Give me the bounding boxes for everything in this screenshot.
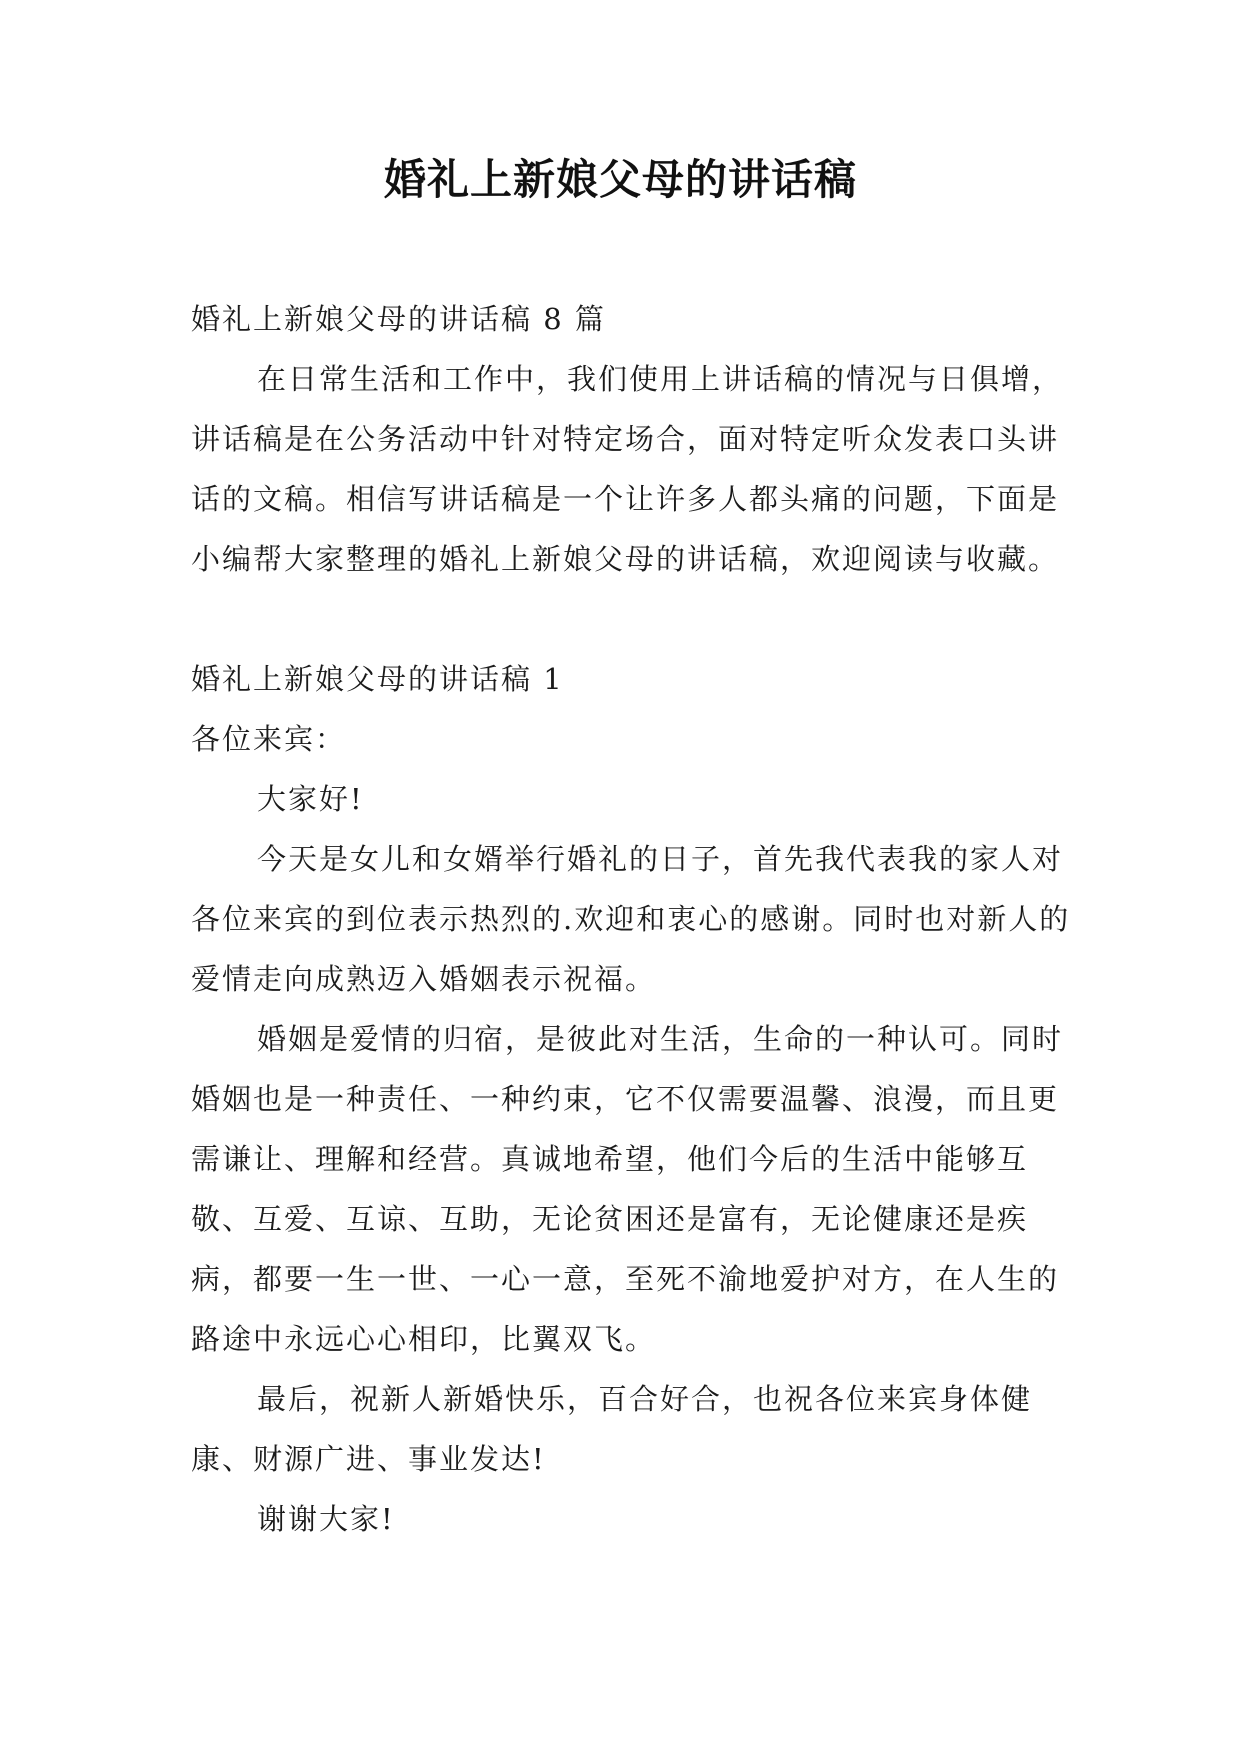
speech-paragraph: 婚姻是爱情的归宿，是彼此对生活，生命的一种认可。同时婚姻也是一种责任、一种约束，它不仅需要温馨、浪漫，而且更需谦让、理解和经营。真诚地希望，他们今后的生活中能够互敬、互爱、互谅、互助，无论贫困还是富有，无论健康还是疾病，都要一生一世、一心一意，至死不渝地爱护对方，在人生的路途中永远心心相印，比翼双飞。 (191, 1022, 1064, 1356)
greeting: 大家好! (257, 782, 364, 816)
intro-paragraph: 在日常生活和工作中，我们使用上讲话稿的情况与日俱增，讲话稿是在公务活动中针对特定场合，面对特定听众发表口头讲话的文稿。相信写讲话稿是一个让许多人都头痛的问题，下面是小编帮大家整理的婚礼上新娘父母的讲话稿，欢迎阅读与收藏。 (191, 362, 1064, 576)
closing-line: 谢谢大家! (257, 1502, 395, 1536)
speech-heading: 婚礼上新娘父母的讲话稿 1 (191, 662, 564, 696)
collection-heading: 婚礼上新娘父母的讲话稿 8 篇 (191, 302, 606, 336)
document-body (191, 289, 1071, 1549)
speech-paragraph: 最后，祝新人新婚快乐，百合好合，也祝各位来宾身体健康、财源广进、事业发达! (191, 1382, 1033, 1476)
document-title: 婚礼上新娘父母的讲话稿 (383, 155, 857, 204)
salutation: 各位来宾： (191, 722, 347, 756)
speech-paragraph: 今天是女儿和女婿举行婚礼的日子，首先我代表我的家人对各位来宾的到位表示热烈的.欢迎和衷心的感谢。同时也对新人的爱情走向成熟迈入婚姻表示祝福。 (191, 842, 1071, 996)
